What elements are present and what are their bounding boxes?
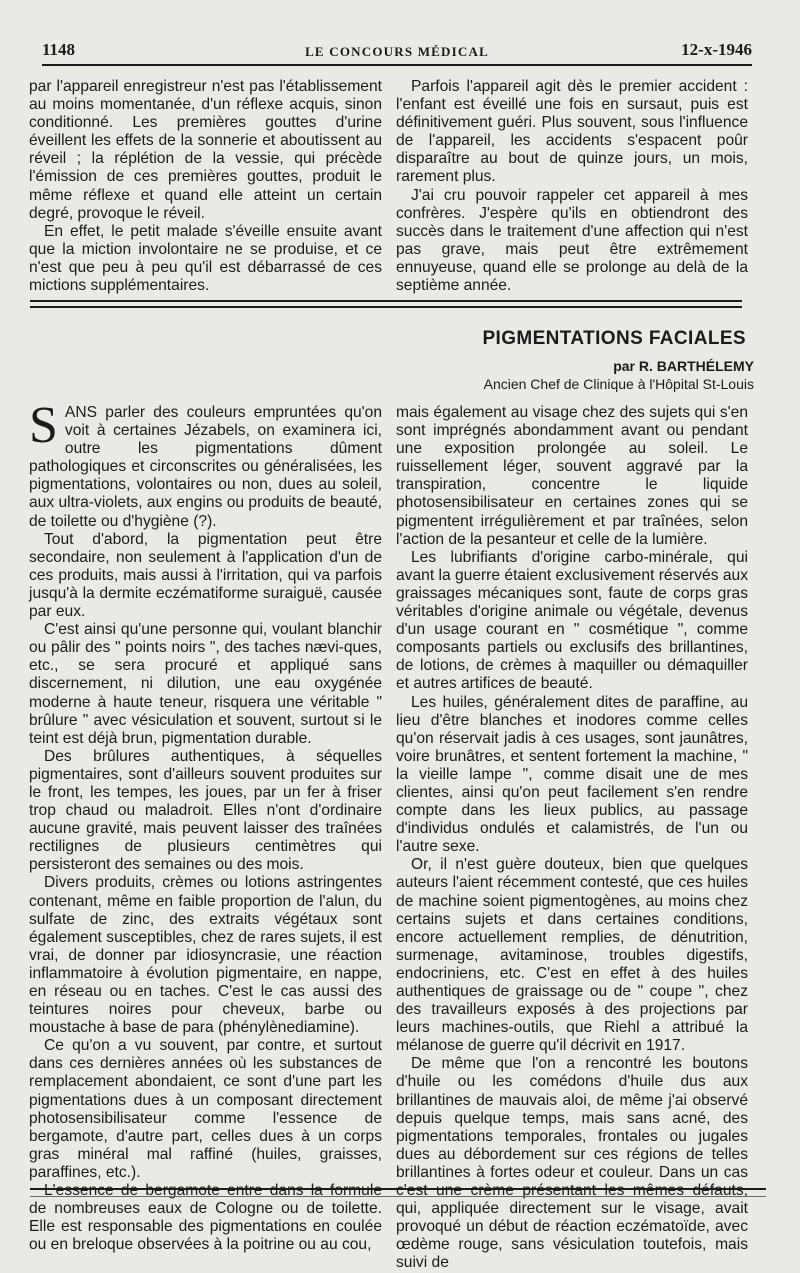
- journal-title: LE CONCOURS MÉDICAL: [305, 44, 489, 59]
- drop-cap: S: [29, 397, 58, 454]
- previous-article-right-column: [396, 78, 748, 295]
- paragraph: Tout d'abord, la pigmentation peut être secondaire, non seulement à l'application d'un de ces produits, mais aussi à l'irritation, qui va parfois jusqu'à la dermite eczématiforme suraiguë, causée par eux.: [29, 530, 382, 621]
- article-byline: [484, 357, 754, 393]
- paragraph: C'est ainsi qu'une personne qui, voulant blanchir ou pâlir des " points noirs ", des taches nævi-ques, etc., se sera procuré et appliqué sans discernement, ni dilution, une eau oxygénée moderne à haute teneur, risquera une véritable " brûlure " avec vésiculation et souvent, surtout si le teint est déjà brun, pigmentation durable.: [29, 621, 382, 747]
- paragraph: Divers produits, crèmes ou lotions astringentes contenant, même en faible proportion de l'alun, du sulfate de zinc, des extraits végétaux sont également susceptibles, chez de rares sujets, il est vrai, de donner par idiosyncrasie, une réaction inflammatoire à évolution pigmentaire, en nappe, en réseau ou en taches. C'est le cas aussi des teintures noires pour cheveux, barbe ou moustache à base de para (phénylènediamine).: [29, 874, 382, 1037]
- paragraph: par l'appareil enregistreur n'est pas l'établissement au moins momentanée, d'un réflexe acquis, sinon conditionné. Les premières gouttes d'urine éveillent les effets de la sonnerie et aboutissent au réveil ; la réplétion de la vessie, qui précède l'émission de ces premières gouttes, produit le même réflexe et quand elle atteint un certain degré, provoque le réveil.: [29, 78, 382, 222]
- paragraph: Les huiles, généralement dites de paraffine, au lieu d'être blanches et inodores comme celles qu'on réservait jadis à ces usages, sont jaunâtres, voire brunâtres, et sentent fortement la machine, " la vieille lampe ", comme disait une de mes clientes, ainsi qu'on peut facilement s'en rendre compte dans les lieux publics, au passage d'individus ondulés et calamistrés, de l'un ou l'autre sexe.: [396, 693, 748, 856]
- issue-date: 12-x-1946: [681, 40, 752, 59]
- author-affiliation: Ancien Chef de Clinique à l'Hôpital St-Louis: [483, 376, 754, 392]
- previous-article-left-column: [29, 78, 382, 295]
- paragraph: Des brûlures authentiques, à séquelles pigmentaires, sont d'ailleurs souvent produites sur le front, les tempes, les joues, par un fer à friser trop chaud ou maladroit. Elles n'ont d'ordinaire aucune gravité, mais peuvent laisser des traînées rectilignes de plusieurs centimètres qui persisteront des semaines ou des mois.: [29, 747, 382, 874]
- paragraph: L'essence de bergamote entre dans la formule de nombreuses eaux de Cologne ou de toilette. Elle est responsable des pigmentations en coulée ou en breloque observées à la poitrine ou au cou,: [29, 1182, 382, 1254]
- page-header: [42, 40, 752, 66]
- page-number: 1148: [42, 40, 76, 59]
- footer-rule: [30, 1188, 766, 1190]
- paragraph: Ce qu'on a vu souvent, par contre, et surtout dans ces dernières années où les substances de remplacement abondaient, ce sont d'une part les pigmentations dues à un composant directement photosensibilisateur comme l'essence de bergamote, d'autre part, celles dues à un corps gras minéral mal raffiné (huiles, graisses, paraffines, etc.).: [29, 1037, 382, 1181]
- opening-text: ANS parler des couleurs empruntées qu'on voit à certaines Jézabels, on examinera ici, outre les pigmentations dûment pathologiques et circonscrites ou généralisées, les pigmentations, volontaires ou non, dues au soleil, aux ultra-violets, aux engins ou produits de beauté, de toilette ou d'hygiène (?).: [29, 404, 382, 530]
- opening-paragraph: [29, 397, 382, 531]
- article-right-column: [396, 404, 748, 1273]
- paragraph: J'ai cru pouvoir rappeler cet appareil à mes confrères. J'espère qu'ils en obtiendront des succès dans le traitement d'une affection qui n'est pas grave, mais peut être extrêmement ennuyeuse, quand elle se prolonge au delà de la septième année.: [396, 186, 748, 295]
- paragraph: De même que l'on a rencontré les boutons d'huile ou les comédons d'huile dus aux brillantines de mauvais aloi, de même j'ai observé depuis quelque temps, mais sans acné, des pigmentations temporales, frontales ou jugales dues au débordement sur ces régions de telles brillantines à fortes odeur et couleur. Dans un cas c'est une crème présentant les mêmes défauts, qui, appliquée directement sur le visage, avait provoqué un début de réaction eczématoïde, avec œdème rouge, sans vésiculation toutefois, mais suivi de: [396, 1055, 748, 1272]
- paragraph: Les lubrifiants d'origine carbo-minérale, qui avant la guerre étaient exclusivement réservés aux graissages mécaniques sont, faute de corps gras véritables d'origine animale ou végétale, devenus d'un usage courant en " cosmétique ", comme composants partiels ou exclusifs des brillantines, de lotions, de crèmes à maquiller ou démaquiller et autres artifices de beauté.: [396, 548, 748, 693]
- article-title: PIGMENTATIONS FACIALES: [482, 328, 746, 349]
- paragraph: mais également au visage chez des sujets qui s'en sont imprégnés abondamment avant ou pendant une exposition prolongée au soleil. Le ruissellement léger, souvent aggravé par la transpiration, concentre le liquide photosensibilisateur en certaines zones qui se pigmentent irrégulièrement et par traînées, selon l'action de la pesanteur et celle de la lumière.: [396, 404, 748, 548]
- paragraph: Parfois l'appareil agit dès le premier accident : l'enfant est éveillé une fois en sursaut, puis est définitivement guéri. Plus souvent, sous l'influence de l'appareil, les accidents s'espacent poûr disparaître au bout de quinze jours, un mois, rarement plus.: [396, 78, 748, 186]
- section-divider: [30, 300, 742, 308]
- paragraph: En effet, le petit malade s'éveille ensuite avant que la miction involontaire ne se produise, et ce n'est que peu à peu qu'il est débarrassé de ces mictions supplémentaires.: [29, 222, 382, 295]
- article-left-column: [29, 397, 382, 1254]
- author: par R. BARTHÉLEMY: [613, 358, 754, 374]
- paragraph: Or, il n'est guère douteux, bien que quelques auteurs l'aient récemment contesté, que ces huiles de machine soient pigmentogènes, au moins chez certains sujets et dans certaines conditions, encore actuellement remplies, de dénutrition, surmenage, avitaminose, troubles digestifs, endocriniens, etc. C'est en effet à des huiles authentiques de graissage ou de " coupe ", chez des travailleurs exposés à des projections par leurs machines-outils, que Riehl a attribué la mélanose de guerre qu'il décrivit en 1917.: [396, 856, 748, 1055]
- footer-rule-thin: [30, 1196, 766, 1197]
